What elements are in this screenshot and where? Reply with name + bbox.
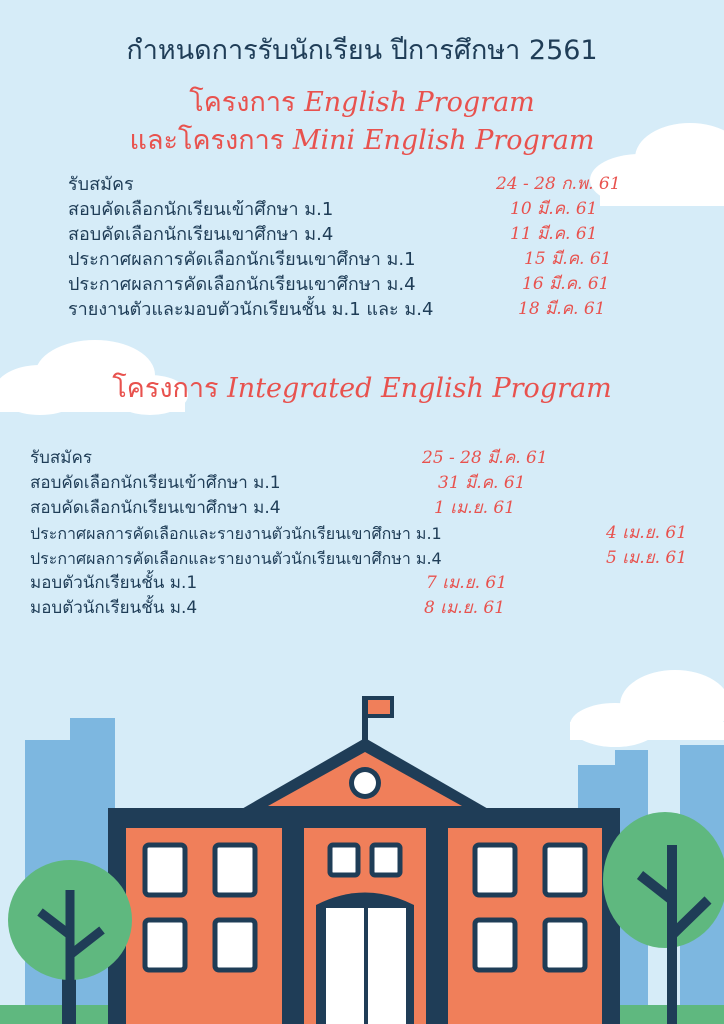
schedule-label: มอบตัวนักเรียนชั้น ม.4 (30, 598, 198, 618)
schedule-date: 31 มี.ค. 61 (438, 473, 526, 493)
schedule-row (30, 546, 700, 571)
schedule-label: รับสมัคร (68, 174, 134, 195)
program2-heading-en: Integrated English Program (227, 373, 612, 404)
schedule-row (68, 172, 628, 197)
schedule-row (30, 521, 700, 546)
schedule-date: 1 เม.ย. 61 (434, 498, 516, 518)
schedule-row (30, 446, 700, 471)
program1-heading-line1 (0, 80, 724, 123)
schedule-date: 24 - 28 ก.พ. 61 (496, 174, 621, 194)
schedule-label: ประกาศผลการคัดเลือกและรายงานตัวนักเรียนเขาศึกษา ม.1 (30, 524, 442, 543)
program1-heading2-en: Mini English Program (292, 125, 595, 156)
program1-heading-line2 (0, 118, 724, 161)
schedule-row (30, 571, 700, 596)
program2-heading-th: โครงการ (112, 373, 219, 404)
program2-schedule (30, 446, 700, 621)
schedule-date: 5 เม.ย. 61 (606, 548, 688, 568)
schedule-label: ประกาศผลการคัดเลือกนักเรียนเขาศึกษา ม.1 (68, 249, 416, 270)
program1-heading-en: English Program (304, 87, 535, 118)
schedule-row (68, 297, 628, 322)
schedule-date: 7 เม.ย. 61 (426, 573, 508, 593)
schedule-label: มอบตัวนักเรียนชั้น ม.1 (30, 573, 198, 593)
schedule-date: 8 เม.ย. 61 (424, 598, 506, 618)
schedule-label: สอบคัดเลือกนักเรียนเขาศึกษา ม.4 (30, 498, 281, 518)
cloud-icon (570, 670, 724, 747)
schedule-label: สอบคัดเลือกนักเรียนเขาศึกษา ม.4 (68, 224, 334, 245)
schedule-date: 16 มี.ค. 61 (522, 274, 610, 294)
schedule-label: ประกาศผลการคัดเลือกนักเรียนเขาศึกษา ม.4 (68, 274, 416, 295)
schedule-label: รายงานตัวและมอบตัวนักเรียนชั้น ม.1 และ ม.4 (68, 299, 434, 320)
schedule-date: 10 มี.ค. 61 (510, 199, 598, 219)
schedule-row (30, 496, 700, 521)
schedule-date: 15 มี.ค. 61 (524, 249, 612, 269)
program1-heading2-th: และโครงการ (129, 125, 285, 156)
schedule-label: สอบคัดเลือกนักเรียนเข้าศึกษา ม.1 (30, 473, 281, 493)
schedule-row (68, 247, 628, 272)
schedule-label: สอบคัดเลือกนักเรียนเข้าศึกษา ม.1 (68, 199, 334, 220)
schedule-row (68, 197, 628, 222)
schedule-date: 25 - 28 มี.ค. 61 (422, 448, 548, 468)
schedule-row (68, 272, 628, 297)
school-building-icon (108, 696, 620, 1024)
schedule-row (68, 222, 628, 247)
schedule-date: 11 มี.ค. 61 (510, 224, 598, 244)
schedule-label: ประกาศผลการคัดเลือกและรายงานตัวนักเรียนเขาศึกษา ม.4 (30, 549, 442, 568)
program1-heading-th: โครงการ (189, 87, 296, 118)
schedule-label: รับสมัคร (30, 448, 93, 468)
schedule-date: 18 มี.ค. 61 (518, 299, 606, 319)
schedule-row (30, 471, 700, 496)
schedule-date: 4 เม.ย. 61 (606, 523, 688, 543)
program2-heading (0, 366, 724, 409)
schedule-row (30, 596, 700, 621)
program1-schedule (68, 172, 628, 322)
page-title: กำหนดการรับนักเรียน ปีการศึกษา 2561 (126, 35, 598, 66)
